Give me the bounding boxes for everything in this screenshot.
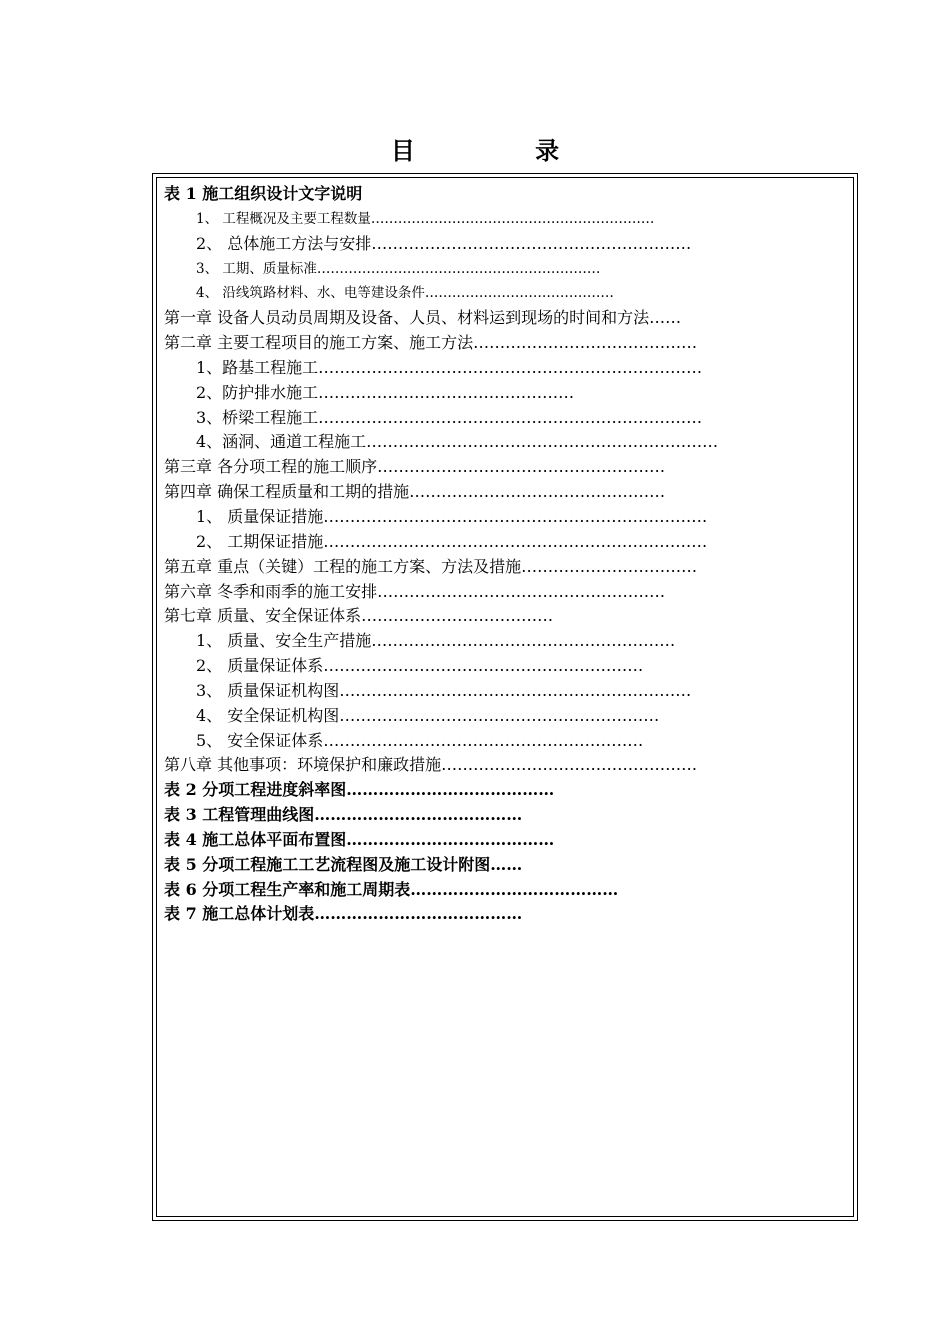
toc-entry[interactable]: 3、 质量保证机构图…………………………………………………………: [196, 680, 692, 700]
toc-entry[interactable]: 表 5 分项工程施工工艺流程图及施工设计附图……: [164, 854, 523, 874]
toc-outer-border: [152, 173, 858, 1221]
toc-entry[interactable]: 4、涵洞、通道工程施工…………………………………………………………: [196, 432, 719, 452]
toc-entry[interactable]: 5、 安全保证体系……………………………………………………: [196, 730, 644, 750]
toc-entry[interactable]: 2、 质量保证体系……………………………………………………: [196, 656, 644, 676]
page-title: 目 录: [390, 137, 616, 165]
toc-entry[interactable]: 2、防护排水施工…………………………………………: [196, 382, 575, 402]
toc-entry[interactable]: 4、 安全保证机构图……………………………………………………: [196, 705, 660, 725]
toc-entry[interactable]: 1、 工程概况及主要工程数量………………………………………………………: [196, 210, 655, 227]
toc-entry[interactable]: 表 1 施工组织设计文字说明: [164, 184, 363, 203]
toc-entry[interactable]: 2、 总体施工方法与安排……………………………………………………: [196, 233, 692, 253]
toc-entry[interactable]: 1、 质量保证措施………………………………………………………………: [196, 506, 708, 526]
toc-entry[interactable]: 3、 工期、质量标准………………………………………………………: [196, 260, 601, 277]
toc-entry[interactable]: 第四章 确保工程质量和工期的措施…………………………………………: [164, 482, 666, 502]
toc-entry[interactable]: 第五章 重点（关键）工程的施工方案、方法及措施……………………………: [164, 556, 698, 576]
toc-entry[interactable]: 第三章 各分项工程的施工顺序………………………………………………: [164, 457, 666, 477]
toc-entry[interactable]: 3、桥梁工程施工………………………………………………………………: [196, 407, 703, 427]
toc-entry[interactable]: 1、路基工程施工………………………………………………………………: [196, 357, 703, 377]
toc-entry[interactable]: 第七章 质量、安全保证体系………………………………: [164, 606, 554, 626]
toc-list: [164, 182, 849, 927]
toc-entry[interactable]: 表 7 施工总体计划表…………………………………: [164, 904, 523, 924]
toc-entry[interactable]: 第六章 冬季和雨季的施工安排………………………………………………: [164, 581, 666, 601]
toc-entry[interactable]: 第一章 设备人员动员周期及设备、人员、材料运到现场的时间和方法……: [164, 308, 682, 328]
toc-entry[interactable]: 第八章 其他事项：环境保护和廉政措施…………………………………………: [164, 755, 698, 775]
toc-entry[interactable]: 表 2 分项工程进度斜率图…………………………………: [164, 780, 555, 800]
toc-entry[interactable]: 1、 质量、安全生产措施…………………………………………………: [196, 631, 676, 651]
toc-entry[interactable]: 表 3 工程管理曲线图…………………………………: [164, 805, 523, 825]
toc-entry[interactable]: 2、 工期保证措施………………………………………………………………: [196, 531, 708, 551]
toc-entry[interactable]: 表 6 分项工程生产率和施工周期表…………………………………: [164, 879, 619, 899]
toc-entry[interactable]: 第二章 主要工程项目的施工方案、施工方法……………………………………: [164, 333, 698, 353]
toc-inner-border: [156, 177, 854, 1217]
toc-entry[interactable]: 4、 沿线筑路材料、水、电等建设条件……………………………………: [196, 285, 614, 302]
toc-entry[interactable]: 表 4 施工总体平面布置图…………………………………: [164, 829, 555, 849]
